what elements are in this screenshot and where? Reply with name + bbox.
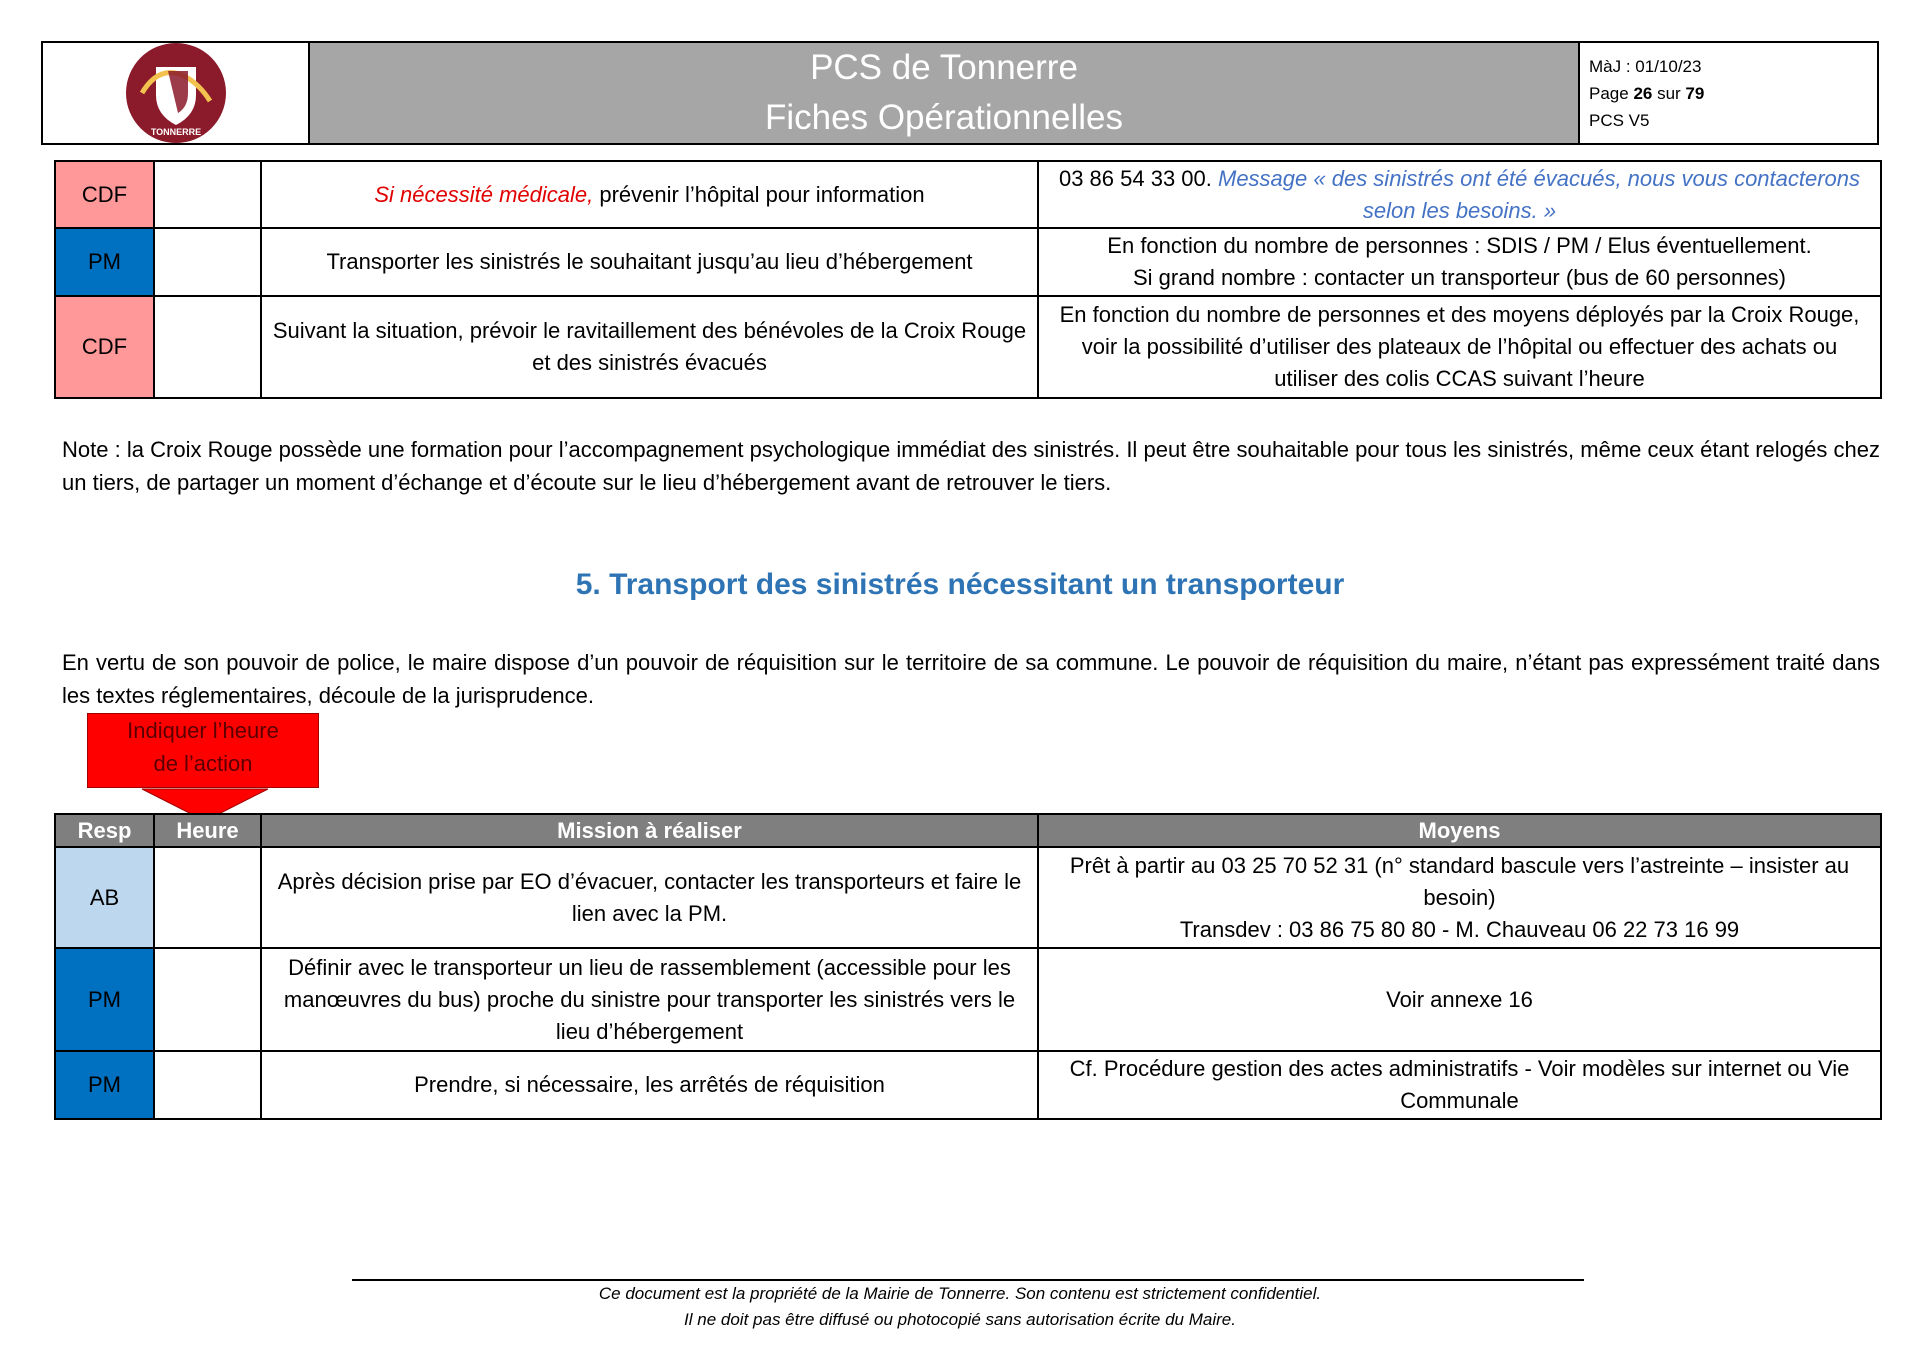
heure-cell	[154, 161, 261, 228]
title-line-2: Fiches Opérationnelles	[765, 98, 1123, 137]
moyens-cell: 03 86 54 33 00. Message « des sinistrés ont été évacués, nous vous contacterons selon les besoins. »	[1038, 161, 1881, 228]
title-line-1: PCS de Tonnerre	[810, 48, 1078, 87]
table-row	[55, 161, 1881, 228]
col-header-heure: Heure	[154, 814, 261, 847]
heure-cell	[154, 847, 261, 948]
page-header	[41, 41, 1879, 145]
callout-line-2: de l’action	[153, 751, 253, 776]
section-heading: 5. Transport des sinistrés nécessitant un transporteur	[575, 568, 1345, 601]
moyens-message: Message « des sinistrés ont été évacués, nous vous contacterons selon les besoins. »	[1218, 165, 1861, 223]
col-header-resp: Resp	[55, 814, 154, 847]
heure-cell	[154, 1051, 261, 1119]
callout-line-1: Indiquer l’heure	[127, 718, 279, 743]
page-number: Page 26 sur 79	[1589, 83, 1705, 103]
heure-cell	[154, 296, 261, 398]
mission-cell: Transporter les sinistrés le souhaitant jusqu’au lieu d’hébergement	[261, 228, 1038, 296]
callout-box	[87, 713, 319, 788]
resp-cell: CDF	[55, 161, 154, 228]
mission-cell: Si nécessité médicale, prévenir l’hôpital pour information	[261, 161, 1038, 228]
page-total: 79	[1685, 83, 1705, 103]
resp-cell: PM	[55, 228, 154, 296]
resp-cell: PM	[55, 948, 154, 1051]
moyens-cell: En fonction du nombre de personnes et des moyens déployés par la Croix Rouge, voir la possibilité d’utiliser des plateaux de l’hôpital ou effectuer des achats ou utiliser des colis CCAS suivant l’heure	[1038, 296, 1881, 398]
page-current: 26	[1633, 83, 1653, 103]
mission-cell: Après décision prise par EO d’évacuer, contacter les transporteurs et faire le lien avec la PM.	[261, 847, 1038, 948]
actions-table-continued	[54, 160, 1882, 399]
svg-text:TONNERRE: TONNERRE	[150, 127, 201, 137]
document-meta	[1580, 43, 1877, 143]
table-row	[55, 228, 1881, 296]
col-header-moyens: Moyens	[1038, 814, 1881, 847]
footer-line-2: Il ne doit pas être diffusé ou photocopié sans autorisation écrite du Maire.	[684, 1310, 1236, 1329]
table-row	[55, 847, 1881, 948]
version: PCS V5	[1589, 110, 1650, 130]
moyens-cell: Voir annexe 16	[1038, 948, 1881, 1051]
intro-paragraph: En vertu de son pouvoir de police, le maire dispose d’un pouvoir de réquisition sur le territoire de sa commune. Le pouvoir de réquisition du maire, n’étant pas expressément traité dans les textes réglementaires, découle de la jurisprudence.	[62, 650, 1880, 708]
document-title	[310, 43, 1580, 143]
table-row	[55, 948, 1881, 1051]
update-date: MàJ : 01/10/23	[1589, 56, 1702, 76]
mission-cell: Définir avec le transporteur un lieu de rassemblement (accessible pour les manœuvres du bus) proche du sinistre pour transporter les sinistrés vers le lieu d’hébergement	[261, 948, 1038, 1051]
heure-cell	[154, 228, 261, 296]
table-row	[55, 296, 1881, 398]
tonnerre-logo	[124, 41, 228, 145]
logo-cell	[43, 43, 310, 143]
table-header-row	[55, 814, 1881, 847]
footer-line-1: Ce document est la propriété de la Mairie de Tonnerre. Son contenu est strictement confidentiel.	[598, 1284, 1322, 1303]
page-footer	[0, 1281, 1920, 1333]
transport-actions-table	[54, 813, 1882, 1120]
resp-cell: PM	[55, 1051, 154, 1119]
moyens-cell: Cf. Procédure gestion des actes administratifs - Voir modèles sur internet ou Vie Communale	[1038, 1051, 1881, 1119]
moyens-cell: En fonction du nombre de personnes : SDIS / PM / Elus éventuellement. Si grand nombre : contacter un transporteur (bus de 60 personnes)	[1038, 228, 1881, 296]
moyens-cell: Prêt à partir au 03 25 70 52 31 (n° standard bascule vers l’astreinte – insister au besoin) Transdev : 03 86 75 80 80 - M. Chauveau 06 22 73 16 99	[1038, 847, 1881, 948]
heure-cell	[154, 948, 261, 1051]
resp-cell: CDF	[55, 296, 154, 398]
col-header-mission: Mission à réaliser	[261, 814, 1038, 847]
table-row	[55, 1051, 1881, 1119]
resp-cell: AB	[55, 847, 154, 948]
mission-cell: Prendre, si nécessaire, les arrêtés de réquisition	[261, 1051, 1038, 1119]
mission-emphasis: Si nécessité médicale,	[374, 181, 594, 207]
mission-cell: Suivant la situation, prévoir le ravitaillement des bénévoles de la Croix Rouge et des sinistrés évacués	[261, 296, 1038, 398]
note-paragraph: Note : la Croix Rouge possède une formation pour l’accompagnement psychologique immédiat des sinistrés. Il peut être souhaitable pour tous les sinistrés, même ceux étant relogés chez un tiers, de partager un moment d’échange et d’écoute sur le lieu d’hébergement avant de retrouver le tiers.	[62, 437, 1880, 495]
